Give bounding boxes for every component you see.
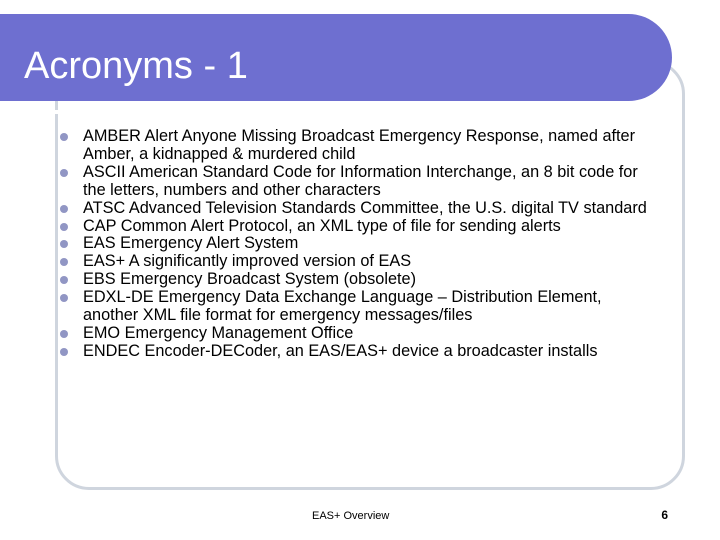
bullet-item (60, 235, 660, 253)
bullet-text: EDXL-DE Emergency Data Exchange Language – Distribution Element, another XML file format for emergency messages/files (83, 288, 602, 325)
bullet-text: EMO Emergency Management Office (83, 323, 354, 342)
bullet-item (60, 218, 660, 236)
bullet-dot-icon (60, 169, 68, 177)
bullet-dot-icon (60, 223, 68, 231)
bullet-item (60, 325, 660, 343)
bullet-dot-icon (60, 133, 68, 141)
bullet-dot-icon (60, 240, 68, 248)
bullet-text: AMBER Alert Anyone Missing Broadcast Emergency Response, named after Amber, a kidnapped & murdered child (83, 127, 636, 163)
bullet-text: ASCII American Standard Code for Information Interchange, an 8 bit code for the letters, numbers and other characters (83, 162, 638, 199)
bullet-item (60, 253, 660, 271)
bullet-dot-icon (60, 205, 68, 213)
bullet-item (60, 128, 660, 164)
bullet-dot-icon (60, 330, 68, 338)
bullet-text: ATSC Advanced Television Standards Committee, the U.S. digital TV standard (83, 198, 647, 217)
bullet-text: EAS+ A significantly improved version of EAS (83, 252, 412, 271)
bullet-dot-icon (60, 276, 68, 284)
bullet-item (60, 200, 660, 218)
bullet-text: CAP Common Alert Protocol, an XML type of file for sending alerts (83, 216, 561, 235)
bullet-item (60, 289, 660, 325)
title-underline (0, 110, 636, 114)
bullet-text: ENDEC Encoder-DECoder, an EAS/EAS+ device a broadcaster installs (83, 341, 598, 360)
bullet-item (60, 343, 660, 361)
bullet-dot-icon (60, 348, 68, 356)
bullet-list (60, 128, 660, 361)
page-number: 6 (661, 508, 668, 522)
bullet-dot-icon (60, 258, 68, 266)
bullet-dot-icon (60, 294, 68, 302)
title-bar (0, 14, 672, 101)
bullet-text: EBS Emergency Broadcast System (obsolete) (83, 270, 417, 289)
slide-title: Acronyms - 1 (24, 45, 248, 87)
bullet-text: EAS Emergency Alert System (83, 234, 299, 253)
bullet-item (60, 271, 660, 289)
footer-text: EAS+ Overview (312, 510, 390, 522)
bullet-item (60, 164, 660, 200)
